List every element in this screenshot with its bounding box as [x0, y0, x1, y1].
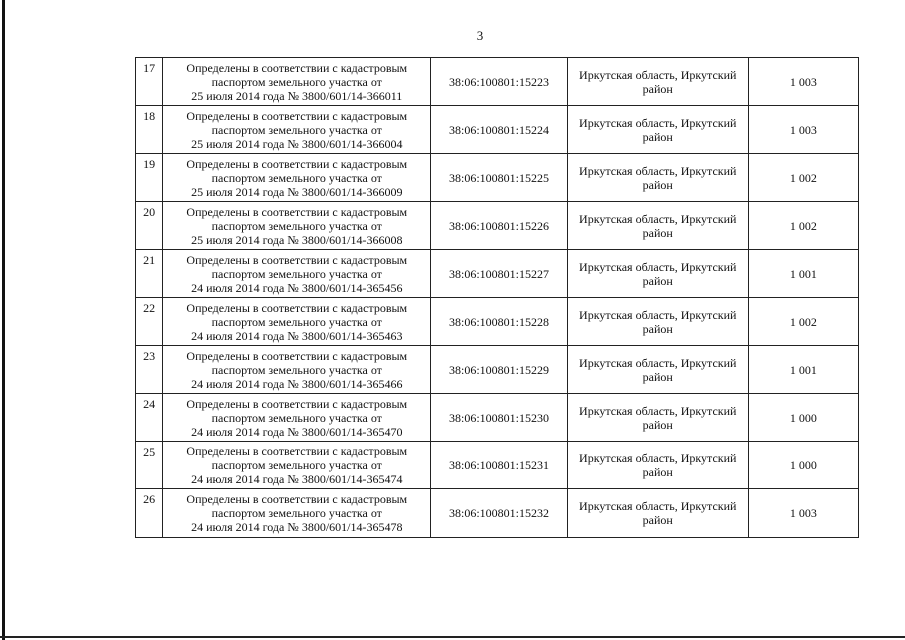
row-number-cell: 18 [136, 106, 163, 154]
row-number-cell: 19 [136, 154, 163, 202]
location-cell: Иркутская область, Иркутский район [567, 202, 748, 250]
area-cell: 1 001 [748, 346, 858, 394]
basis-line: 24 июля 2014 года № 3800/601/14-365463 [191, 328, 403, 343]
basis-line: 24 июля 2014 года № 3800/601/14-365466 [191, 376, 403, 391]
table-row [136, 58, 859, 106]
cadastral-number-cell: 38:06:100801:15225 [431, 154, 568, 202]
table-body [136, 58, 859, 538]
row-number-cell: 23 [136, 346, 163, 394]
table-row [136, 250, 859, 298]
basis-line: Определены в соответствии с кадастровым [186, 300, 408, 315]
basis-line: Определены в соответствии с кадастровым [186, 396, 408, 411]
basis-line: 24 июля 2014 года № 3800/601/14-365456 [191, 280, 403, 295]
basis-line: 25 июля 2014 года № 3800/601/14-366004 [191, 136, 403, 151]
basis-cell [163, 489, 431, 538]
basis-cell [163, 58, 431, 106]
basis-cell [163, 106, 431, 154]
basis-line: 24 июля 2014 года № 3800/601/14-365478 [191, 520, 403, 534]
row-number-cell: 17 [136, 58, 163, 106]
basis-line: Определены в соответствии с кадастровым [186, 108, 408, 123]
basis-line: паспортом земельного участка от [211, 506, 382, 520]
basis-cell [163, 154, 431, 202]
basis-line: паспортом земельного участка от [211, 74, 382, 89]
basis-line: паспортом земельного участка от [211, 458, 382, 472]
basis-line: Определены в соответствии с кадастровым [186, 348, 408, 363]
land-plots-table [135, 57, 859, 538]
basis-line: паспортом земельного участка от [211, 362, 382, 377]
basis-cell [163, 346, 431, 394]
basis-line: паспортом земельного участка от [211, 410, 382, 425]
cadastral-number-cell: 38:06:100801:15227 [431, 250, 568, 298]
basis-line: паспортом земельного участка от [211, 122, 382, 137]
basis-line: 25 июля 2014 года № 3800/601/14-366011 [191, 88, 403, 103]
area-cell: 1 003 [748, 58, 858, 106]
cadastral-number-cell: 38:06:100801:15229 [431, 346, 568, 394]
table-row [136, 394, 859, 442]
area-cell: 1 003 [748, 489, 858, 538]
basis-line: паспортом земельного участка от [211, 266, 382, 281]
basis-line: паспортом земельного участка от [211, 170, 382, 185]
location-cell: Иркутская область, Иркутский район [567, 489, 748, 538]
area-cell: 1 002 [748, 154, 858, 202]
area-cell: 1 001 [748, 250, 858, 298]
basis-line: 25 июля 2014 года № 3800/601/14-366008 [191, 232, 403, 247]
cadastral-number-cell: 38:06:100801:15228 [431, 298, 568, 346]
cadastral-number-cell: 38:06:100801:15231 [431, 442, 568, 489]
basis-cell [163, 298, 431, 346]
basis-cell [163, 250, 431, 298]
page-left-edge [2, 0, 5, 640]
basis-cell [163, 442, 431, 489]
basis-cell [163, 394, 431, 442]
basis-line: Определены в соответствии с кадастровым [186, 156, 408, 171]
basis-cell [163, 202, 431, 250]
cadastral-number-cell: 38:06:100801:15223 [431, 58, 568, 106]
basis-line: 24 июля 2014 года № 3800/601/14-365470 [191, 424, 403, 439]
cadastral-number-cell: 38:06:100801:15230 [431, 394, 568, 442]
basis-line: Определены в соответствии с кадастровым [186, 492, 408, 506]
page-number: 3 [476, 28, 484, 43]
cadastral-number-cell: 38:06:100801:15224 [431, 106, 568, 154]
location-cell: Иркутская область, Иркутский район [567, 250, 748, 298]
table-row [136, 442, 859, 489]
basis-line: 25 июля 2014 года № 3800/601/14-366009 [191, 184, 403, 199]
basis-line: Определены в соответствии с кадастровым [186, 204, 408, 219]
row-number-cell: 21 [136, 250, 163, 298]
table-row [136, 154, 859, 202]
row-number-cell: 26 [136, 489, 163, 538]
basis-line: Определены в соответствии с кадастровым [186, 444, 408, 458]
cadastral-number-cell: 38:06:100801:15226 [431, 202, 568, 250]
location-cell: Иркутская область, Иркутский район [567, 346, 748, 394]
area-cell: 1 003 [748, 106, 858, 154]
row-number-cell: 24 [136, 394, 163, 442]
page-bottom-edge [0, 636, 905, 638]
cadastral-number-cell: 38:06:100801:15232 [431, 489, 568, 538]
basis-line: 24 июля 2014 года № 3800/601/14-365474 [191, 472, 403, 486]
location-cell: Иркутская область, Иркутский район [567, 442, 748, 489]
area-cell: 1 000 [748, 394, 858, 442]
location-cell: Иркутская область, Иркутский район [567, 58, 748, 106]
location-cell: Иркутская область, Иркутский район [567, 106, 748, 154]
table-row [136, 106, 859, 154]
basis-line: Определены в соответствии с кадастровым [186, 252, 408, 267]
row-number-cell: 25 [136, 442, 163, 489]
area-cell: 1 002 [748, 202, 858, 250]
area-cell: 1 002 [748, 298, 858, 346]
location-cell: Иркутская область, Иркутский район [567, 394, 748, 442]
table-row [136, 346, 859, 394]
table-row [136, 489, 859, 538]
row-number-cell: 22 [136, 298, 163, 346]
table-row [136, 202, 859, 250]
area-cell: 1 000 [748, 442, 858, 489]
basis-line: Определены в соответствии с кадастровым [186, 60, 408, 75]
basis-line: паспортом земельного участка от [211, 314, 382, 329]
row-number-cell: 20 [136, 202, 163, 250]
location-cell: Иркутская область, Иркутский район [567, 298, 748, 346]
location-cell: Иркутская область, Иркутский район [567, 154, 748, 202]
table-row [136, 298, 859, 346]
basis-line: паспортом земельного участка от [211, 218, 382, 233]
